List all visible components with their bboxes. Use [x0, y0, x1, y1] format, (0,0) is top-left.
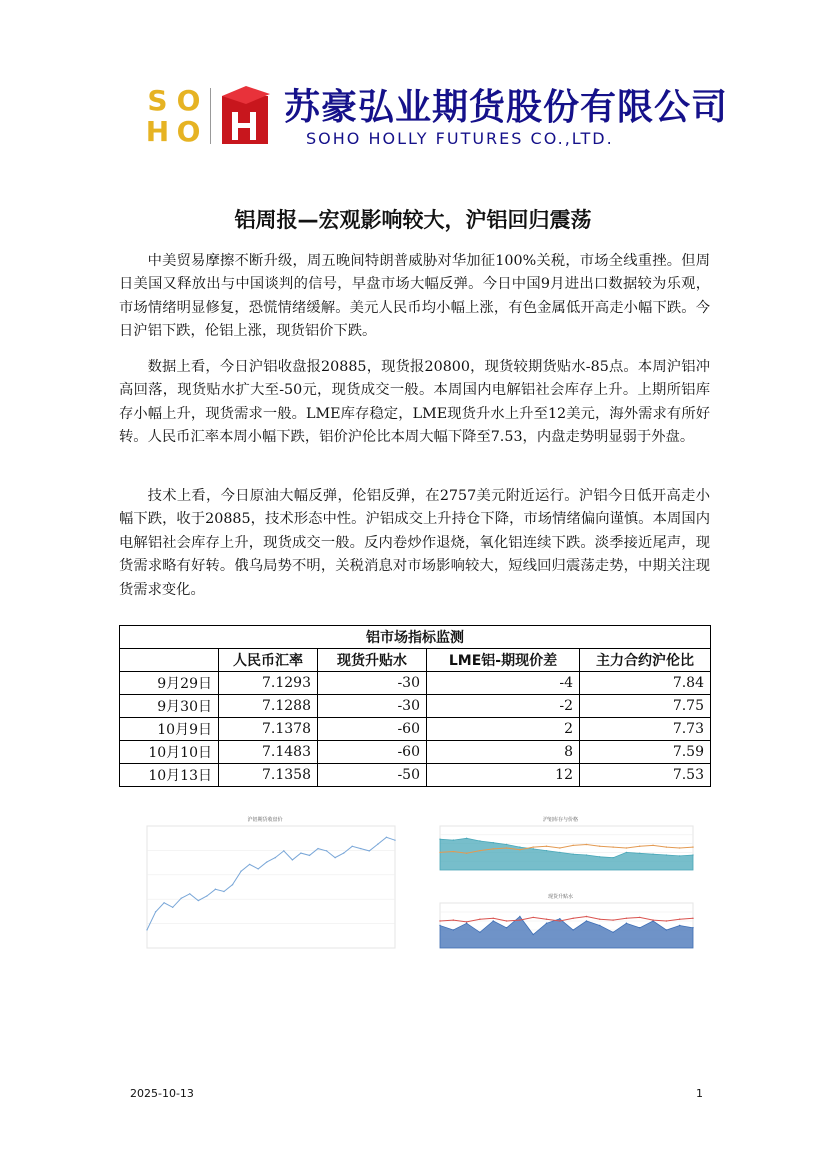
- data-point: [572, 918, 573, 919]
- table-cell: -2: [427, 695, 580, 718]
- table-cell: 7.84: [580, 672, 711, 695]
- table-header: LME铝-期现价差: [427, 649, 580, 672]
- data-point: [386, 837, 387, 838]
- data-point: [317, 848, 318, 849]
- data-point: [666, 846, 667, 847]
- data-point: [546, 919, 547, 920]
- table-cell: 7.1288: [219, 695, 318, 718]
- data-point: [533, 917, 534, 918]
- data-point: [439, 839, 440, 840]
- inventory-area-chart: [418, 812, 703, 884]
- data-point: [626, 852, 627, 853]
- data-point: [343, 852, 344, 853]
- data-point: [292, 859, 293, 860]
- table-cell: -60: [318, 718, 427, 741]
- data-point: [652, 919, 653, 920]
- data-point: [506, 927, 507, 928]
- data-point: [300, 852, 301, 853]
- data-point: [586, 844, 587, 845]
- data-point: [546, 923, 547, 924]
- table-cell: 9月29日: [120, 672, 219, 695]
- table-cell: 7.1483: [219, 741, 318, 764]
- soho-logo-letter: O: [176, 84, 201, 117]
- company-name-cn: 苏豪弘业期货股份有限公司: [284, 86, 729, 128]
- soho-logo: [143, 86, 205, 146]
- plot-area: [147, 826, 395, 948]
- data-point: [572, 853, 573, 854]
- data-point: [155, 911, 156, 912]
- data-point: [453, 839, 454, 840]
- data-point: [666, 929, 667, 930]
- data-point: [599, 846, 600, 847]
- data-point: [692, 918, 693, 919]
- data-point: [326, 850, 327, 851]
- report-title: 铝周报—宏观影响较大，沪铝回归震荡: [234, 208, 592, 232]
- data-point: [439, 925, 440, 926]
- data-point: [439, 920, 440, 921]
- data-point: [146, 929, 147, 930]
- market-indicator-table: [119, 625, 711, 787]
- data-point: [479, 932, 480, 933]
- data-point: [466, 923, 467, 924]
- data-point: [394, 840, 395, 841]
- data-point: [266, 861, 267, 862]
- data-point: [198, 900, 199, 901]
- table-title: 铝市场指标监测: [120, 626, 711, 649]
- data-point: [519, 846, 520, 847]
- data-point: [639, 917, 640, 918]
- data-point: [519, 849, 520, 850]
- data-point: [352, 846, 353, 847]
- data-point: [692, 927, 693, 928]
- data-point: [533, 934, 534, 935]
- data-point: [466, 921, 467, 922]
- paragraph-market: 中美贸易摩擦不断升级，周五晚间特朗普威胁对华加征100%关税，市场全线重挫。但周日美国又释放出与中国谈判的信号，早盘市场大幅反弹。今日中国9月进出口数据较为乐观，市场情绪明显修复，恐慌情绪缓解。美元人民币均小幅上涨，有色金属低开高走小幅下跌。今日沪铝下跌，伦铝上涨，现货铝价下跌。: [119, 253, 710, 340]
- data-point: [572, 929, 573, 930]
- data-point: [189, 893, 190, 894]
- table-cell: 8: [427, 741, 580, 764]
- data-point: [586, 916, 587, 917]
- logo-divider: [210, 88, 211, 144]
- data-point: [206, 895, 207, 896]
- data-point: [679, 855, 680, 856]
- paragraph-data: 数据上看，今日沪铝收盘报20885，现货报20800，现货较期货贴水-85点。本周沪铝冲高回落，现货贴水扩大至-50元，现货成交一般。本周国内电解铝社会库存上升。上期所铝库存小幅上升，现货需求一般。LME库存稳定，LME现货升水上升至12美元，海外需求有所好转。人民币汇率本周小幅下跌，铝价沪伦比本周大幅下降至7.53，内盘走势明显弱于外盘。: [119, 359, 710, 446]
- data-point: [639, 853, 640, 854]
- data-point: [506, 920, 507, 921]
- data-point: [439, 852, 440, 853]
- data-point: [215, 889, 216, 890]
- paragraph-technical: 技术上看，今日原油大幅反弹，伦铝反弹，在2757美元附近运行。沪铝今日低开高走小幅下跌，收于20885，技术形态中性。沪铝成交上升持仓下降，市场情绪偏向谨慎。本周国内电解铝社会库存上升，现货成交一般。反内卷炒作退烧，氧化铝连续下跌。淡季接近尾声，现货需求略有好转。俄乌局势不明，关税消息对市场影响较大，短线回归震荡走势，中期关注现货需求变化。: [119, 488, 710, 598]
- chart-title: 现货升贴水: [547, 894, 574, 900]
- data-point: [546, 846, 547, 847]
- data-point: [586, 854, 587, 855]
- company-name-en: SOHO HOLLY FUTURES CO.,LTD.: [306, 129, 614, 148]
- data-point: [249, 864, 250, 865]
- table-cell: 9月30日: [120, 695, 219, 718]
- data-point: [453, 851, 454, 852]
- table-row: [120, 695, 711, 718]
- data-point: [283, 850, 284, 851]
- data-point: [275, 857, 276, 858]
- soho-logo-letter: O: [176, 115, 201, 148]
- data-point: [479, 840, 480, 841]
- data-point: [223, 891, 224, 892]
- table-cell: -60: [318, 741, 427, 764]
- data-point: [546, 850, 547, 851]
- data-point: [334, 857, 335, 858]
- data-point: [612, 932, 613, 933]
- data-point: [666, 920, 667, 921]
- data-point: [506, 844, 507, 845]
- chart-title: 沪铝库存与价格: [542, 817, 579, 823]
- data-point: [679, 925, 680, 926]
- data-point: [493, 920, 494, 921]
- table-cell: 2: [427, 718, 580, 741]
- table-cell: 7.1378: [219, 718, 318, 741]
- table-cell: -30: [318, 695, 427, 718]
- soho-logo-letter: S: [147, 84, 168, 117]
- data-point: [612, 846, 613, 847]
- data-point: [232, 884, 233, 885]
- soho-logo-letter: H: [145, 115, 170, 148]
- table-cell: 7.53: [580, 764, 711, 787]
- table-cell: 7.59: [580, 741, 711, 764]
- data-point: [309, 855, 310, 856]
- data-point: [479, 850, 480, 851]
- data-point: [466, 838, 467, 839]
- table-header: 现货升贴水: [318, 649, 427, 672]
- company-emblem-icon: [220, 86, 272, 146]
- basis-area-chart: [418, 889, 703, 962]
- table-row: [120, 718, 711, 741]
- data-point: [181, 898, 182, 899]
- data-point: [453, 929, 454, 930]
- table-row: [120, 764, 711, 787]
- data-point: [599, 925, 600, 926]
- data-point: [612, 919, 613, 920]
- data-point: [533, 848, 534, 849]
- table-cell: 10月13日: [120, 764, 219, 787]
- data-point: [453, 919, 454, 920]
- data-point: [559, 847, 560, 848]
- table-cell: 7.1293: [219, 672, 318, 695]
- data-point: [519, 919, 520, 920]
- data-point: [493, 918, 494, 919]
- data-point: [377, 843, 378, 844]
- table-header-row: [120, 649, 711, 672]
- footer-page-number: 1: [696, 1087, 703, 1100]
- table-cell: 7.75: [580, 695, 711, 718]
- data-point: [639, 927, 640, 928]
- data-point: [612, 857, 613, 858]
- data-point: [586, 920, 587, 921]
- data-point: [360, 848, 361, 849]
- data-point: [257, 868, 258, 869]
- table-cell: -50: [318, 764, 427, 787]
- data-point: [559, 918, 560, 919]
- table-header: 主力合约沪伦比: [580, 649, 711, 672]
- data-point: [666, 854, 667, 855]
- data-point: [626, 847, 627, 848]
- data-point: [559, 920, 560, 921]
- data-point: [493, 848, 494, 849]
- table-title-row: [120, 626, 711, 649]
- data-point: [572, 845, 573, 846]
- data-point: [599, 856, 600, 857]
- table-cell: 10月10日: [120, 741, 219, 764]
- data-point: [692, 854, 693, 855]
- data-point: [652, 853, 653, 854]
- data-point: [679, 919, 680, 920]
- data-point: [692, 846, 693, 847]
- data-point: [519, 916, 520, 917]
- table-cell: 10月9日: [120, 718, 219, 741]
- table-cell: 12: [427, 764, 580, 787]
- data-point: [559, 852, 560, 853]
- price-line-chart: [125, 812, 405, 962]
- table-row: [120, 672, 711, 695]
- data-point: [479, 919, 480, 920]
- table-row: [120, 741, 711, 764]
- table-cell: -30: [318, 672, 427, 695]
- data-point: [493, 842, 494, 843]
- data-point: [163, 902, 164, 903]
- table-header: 人民币汇率: [219, 649, 318, 672]
- table-cell: 7.73: [580, 718, 711, 741]
- data-point: [639, 846, 640, 847]
- data-point: [599, 919, 600, 920]
- table-cell: 7.1358: [219, 764, 318, 787]
- data-point: [369, 850, 370, 851]
- data-point: [240, 870, 241, 871]
- data-point: [679, 847, 680, 848]
- data-point: [466, 853, 467, 854]
- data-point: [626, 918, 627, 919]
- data-point: [533, 846, 534, 847]
- data-point: [652, 845, 653, 846]
- footer-date: 2025-10-13: [130, 1087, 194, 1100]
- data-point: [506, 847, 507, 848]
- chart-title: 沪铝期货收盘价: [247, 817, 283, 823]
- table-cell: -4: [427, 672, 580, 695]
- table-header: [120, 649, 219, 672]
- data-point: [626, 923, 627, 924]
- data-point: [172, 907, 173, 908]
